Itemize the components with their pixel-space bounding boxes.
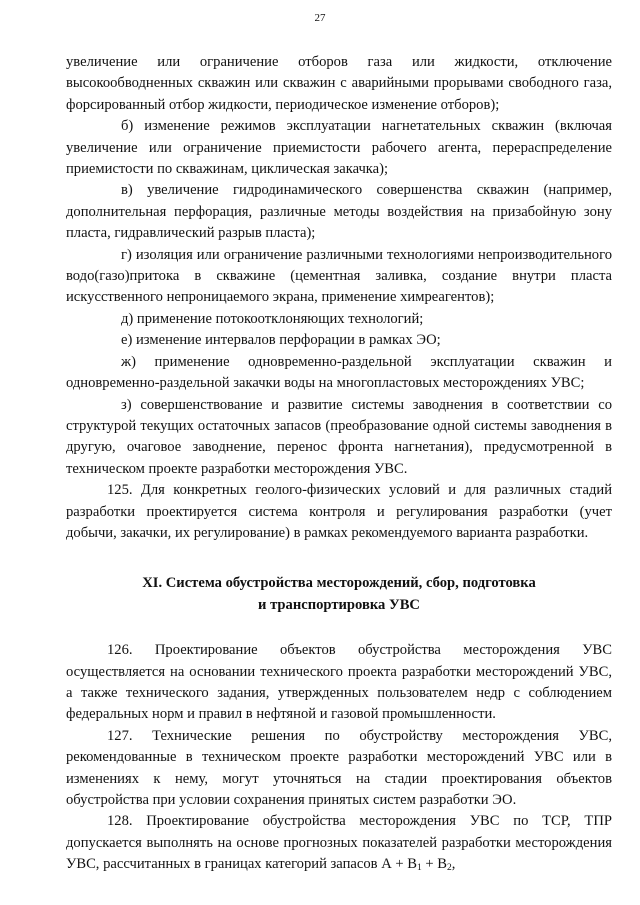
paragraph-pe: е) изменение интервалов перфорации в рамках ЭО;	[121, 332, 441, 349]
paragraph-128-text-mid: + В	[421, 856, 448, 873]
paragraph-group-top	[66, 52, 612, 544]
paragraph-pv: в) увеличение гидродинамического совершенства скважин (например, дополнительная перфорация, различные методы воздействия на призабойную зону пласта, гидравлический разрыв пласта);	[66, 182, 612, 242]
paragraph-128	[66, 811, 612, 875]
section-heading	[66, 573, 612, 616]
section-heading-line-2: и транспортировка УВС	[258, 596, 420, 613]
paragraph-p125: 125. Для конкретных геолого-физических условий и для различных стадий разработки проектируется система контроля и регулирования разработки (учет добычи, закачки, их регулирование) в рамках рекомендуемого варианта разработки.	[66, 482, 612, 541]
paragraph-p126: 126. Проектирование объектов обустройства месторождения УВС осуществляется на основании технического проекта разработки месторождений УВС, а также технического задания, утвержденных пользователем недр с соблюдением федеральных норм и правил в нефтяной и газовой промышленности.	[66, 642, 612, 723]
paragraph-p127: 127. Технические решения по обустройству месторождения УВС, рекомендованные в техническом проекте разработки месторождений УВС или в изменениях к нему, могут уточняться на стадии проектирования объектов обустройства при условии сохранения принятых систем разработки ЭО.	[66, 727, 612, 808]
paragraph-128-text-end: ,	[451, 856, 456, 873]
paragraph-pz: з) совершенствование и развитие системы заводнения в соответствии со структурой текущих остаточных запасов (преобразование одной системы заводнения в другую, очаговое заводнение, перенос фронта нагнетания), предусмотренной в техническом проекте разработки месторождения УВС.	[66, 396, 612, 477]
section-heading-line-1: XI. Система обустройства месторождений, сбор, подготовка	[142, 575, 536, 592]
paragraph-p0: увеличение или ограничение отборов газа или жидкости, отключение высокообводненных скважин или скважин с аварийными прорывами свободного газа, форсированный отбор жидкости, периодическое изменение отборов);	[66, 54, 612, 113]
paragraph-128-text: 128. Проектирование обустройства месторождения УВС по ТСР, ТПР допускается выполнять на основе прогнозных показателей разработки месторождения УВС, рассчитанных в границах категорий запасов А + В	[66, 813, 612, 873]
subscript-2: 2	[447, 863, 452, 874]
page-number: 27	[314, 12, 326, 24]
paragraph-pb: б) изменение режимов эксплуатации нагнетательных скважин (включая увеличение или ограничение приемистости рабочего агента, перераспределение приемистости по скважинам, циклическая закачка);	[66, 118, 612, 178]
paragraph-pzh: ж) применение одновременно-раздельной эксплуатации скважин и одновременно-раздельной закачки воды на многопластовых месторождениях УВС;	[66, 353, 612, 392]
subscript-1: 1	[417, 863, 422, 874]
paragraph-group-bottom	[66, 640, 612, 811]
paragraph-pd: д) применение потокоотклоняющих технологий;	[121, 310, 424, 327]
document-body	[66, 52, 612, 876]
paragraph-pg: г) изоляция или ограничение различными технологиями непроизводительного водо(газо)притока в скважине (цементная заливка, создание внутри пласта искусственного непроницаемого экрана, применение химреагентов);	[66, 246, 612, 306]
